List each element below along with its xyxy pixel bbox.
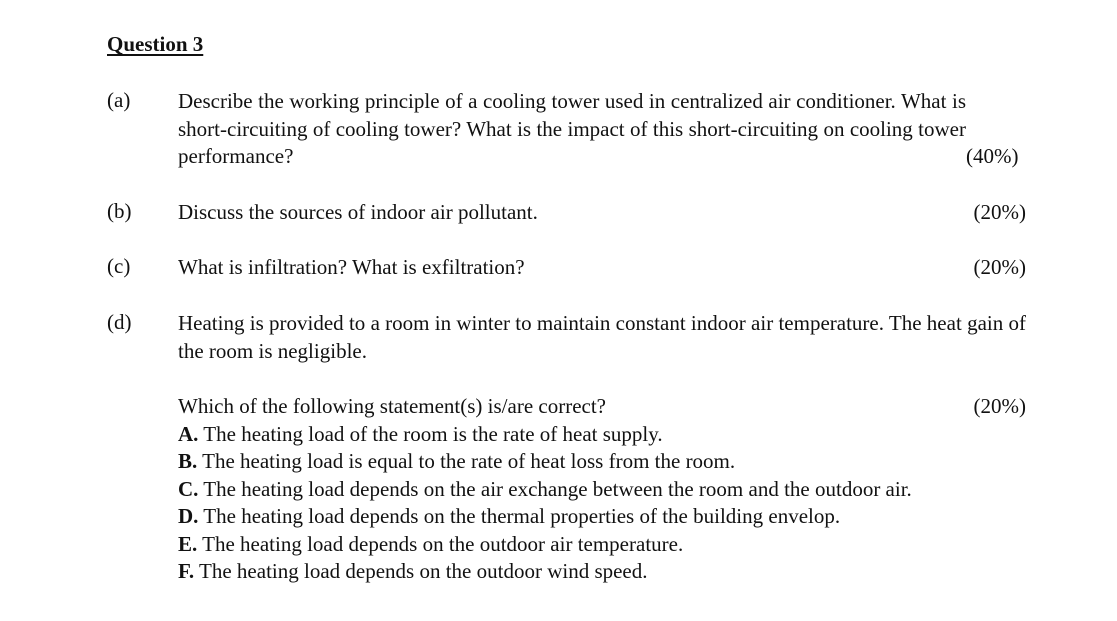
part-b-label: (b) bbox=[107, 199, 132, 223]
part-d-intro: Heating is provided to a room in winter to maintain constant indoor air temperature. The heat gain of the room is negligible. bbox=[178, 311, 1026, 363]
part-a-marks: (40%) bbox=[966, 144, 1019, 168]
part-c-label: (c) bbox=[107, 254, 131, 278]
option-f: F. The heating load depends on the outdoor wind speed. bbox=[178, 559, 648, 583]
part-b bbox=[178, 199, 1026, 227]
option-b: B. The heating load is equal to the rate of heat loss from the room. bbox=[178, 449, 736, 473]
option-a: A. The heating load of the room is the rate of heat supply. bbox=[178, 421, 663, 446]
part-a bbox=[178, 88, 1026, 171]
part-d bbox=[178, 310, 1026, 586]
part-c bbox=[178, 254, 1026, 282]
part-a-label: (a) bbox=[107, 88, 131, 112]
part-a-text: Describe the working principle of a cooling tower used in centralized air conditioner. What is short-circuiting of cooling tower? What is the impact of this short-circuiting on cooling tower performance? bbox=[178, 89, 966, 168]
part-b-text: Discuss the sources of indoor air pollutant. bbox=[178, 200, 538, 224]
option-e: E. The heating load depends on the outdoor air temperature. bbox=[178, 531, 684, 556]
part-d-question-row bbox=[178, 393, 1026, 421]
part-c-text: What is infiltration? What is exfiltration? bbox=[178, 255, 525, 279]
question-title: Question 3 bbox=[107, 32, 204, 56]
part-d-question: Which of the following statement(s) is/are correct? bbox=[178, 394, 606, 418]
part-c-marks: (20%) bbox=[973, 255, 1026, 279]
part-d-marks: (20%) bbox=[973, 394, 1026, 418]
part-d-label: (d) bbox=[107, 310, 132, 334]
part-b-marks: (20%) bbox=[973, 200, 1026, 224]
option-c: C. The heating load depends on the air exchange between the room and the outdoor air. bbox=[178, 476, 912, 501]
option-d: D. The heating load depends on the thermal properties of the building envelop. bbox=[178, 504, 841, 528]
